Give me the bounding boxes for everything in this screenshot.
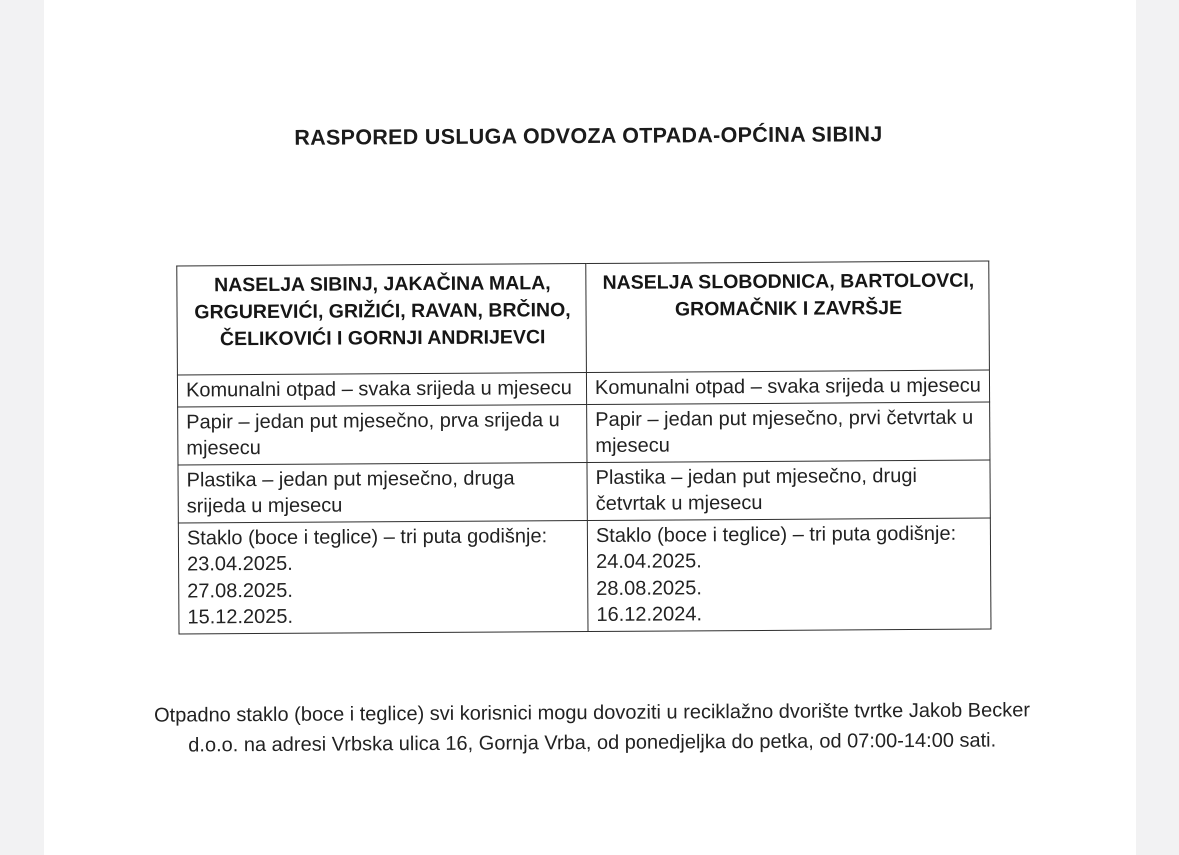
header-line: ČELIKOVIĆI I GORNJI ANDRIJEVCI: [219, 326, 546, 351]
cell-staklo-right: [587, 518, 991, 631]
cell-papir-left: [178, 404, 587, 464]
glass-date: 16.12.2024.: [596, 603, 703, 626]
glass-date: 27.08.2025.: [187, 579, 293, 602]
header-line: GROMAČNIK I ZAVRŠJE: [674, 297, 903, 321]
cell-plastika-right: [587, 460, 990, 520]
cell-line: Staklo (boce i teglice) – tri puta godišnje:: [186, 524, 548, 549]
table-row-staklo: [178, 518, 991, 634]
waste-schedule-table: [176, 261, 991, 634]
document-title: RASPORED USLUGA ODVOZA OTPADA-OPĆINA SIBINJ: [294, 122, 883, 150]
cell-line: Plastika – jedan put mjesečno, drugi: [595, 464, 917, 489]
glass-date: 28.08.2025.: [596, 576, 702, 600]
cell-line: mjesecu: [186, 437, 261, 460]
cell-line: srijeda u mjesecu: [186, 494, 343, 518]
cell-line: Papir – jedan put mjesečno, prvi četvrtak u: [595, 406, 974, 431]
glass-date: 15.12.2025.: [187, 605, 294, 629]
cell-line: Komunalni otpad – svaka srijeda u mjesecu: [594, 374, 981, 399]
header-line: NASELJA SLOBODNICA, BARTOLOVCI,: [602, 269, 975, 294]
footer-line: d.o.o. na adresi Vrbska ulica 16, Gornja Vrba, od ponedjeljka do petka, od 07:00-14:00 sati.: [188, 729, 997, 756]
glass-date: 23.04.2025.: [187, 552, 293, 576]
table-row-komunalni-otpad: [177, 370, 989, 406]
cell-komunalni-left: [177, 373, 586, 407]
cell-line: četvrtak u mjesecu: [595, 491, 763, 515]
cell-komunalni-right: [586, 370, 989, 404]
glass-date: 24.04.2025.: [596, 550, 702, 573]
cell-line: Staklo (boce i teglice) – tri puta godišnje:: [595, 522, 957, 547]
cell-papir-right: [587, 402, 990, 462]
table-header-row: [177, 261, 990, 375]
header-line: GRGUREVIĆI, GRIŽIĆI, RAVAN, BRČINO,: [194, 299, 571, 324]
footer-note: [46, 696, 1138, 762]
cell-line: Plastika – jedan put mjesečno, druga: [186, 466, 515, 491]
header-cell-slobodnica-area: [586, 261, 990, 372]
footer-line: Otpadno staklo (boce i teglice) svi korisnici mogu dovoziti u reciklažno dvorište tvrtke Jakob Becker: [153, 699, 1031, 727]
scan-content: [42, 0, 1139, 855]
cell-staklo-left: [178, 520, 588, 633]
document-page: [44, 0, 1136, 855]
cell-line: mjesecu: [595, 434, 670, 457]
header-line: NASELJA SIBINJ, JAKAČINA MALA,: [214, 272, 551, 297]
table-row-papir: [178, 402, 990, 465]
table-row-plastika: [178, 460, 990, 523]
header-cell-sibinj-area: [177, 264, 587, 375]
cell-line: Papir – jedan put mjesečno, prva srijeda u: [186, 408, 560, 433]
cell-plastika-left: [178, 462, 587, 522]
cell-line: Komunalni otpad – svaka srijeda u mjesecu: [185, 377, 572, 402]
